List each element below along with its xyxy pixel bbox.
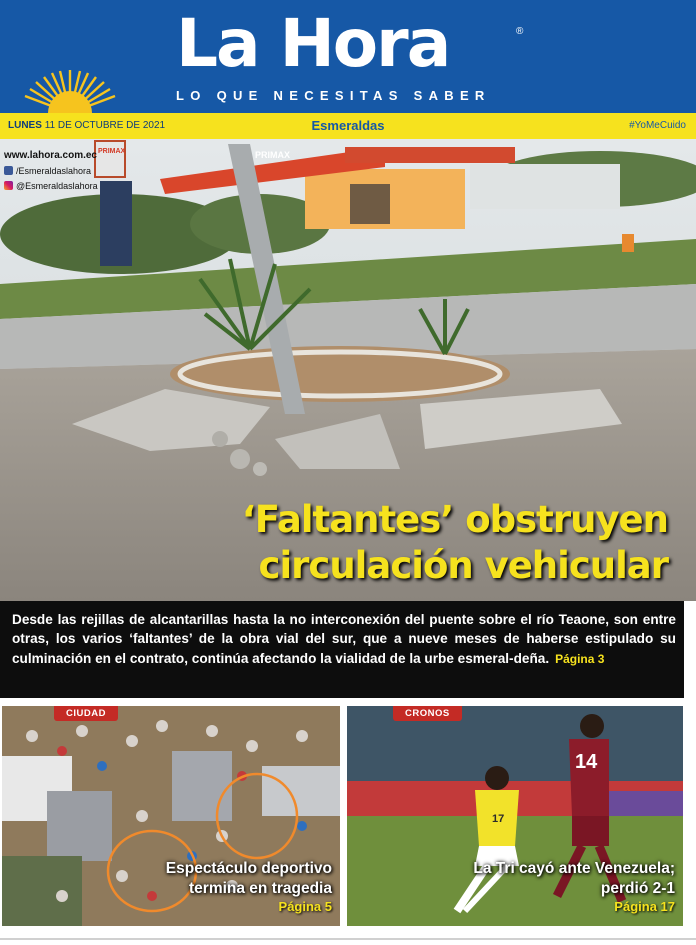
story-cronos-title-line-1: La Tri cayó ante Venezuela; [473,860,675,877]
story-cronos-title [473,859,675,899]
hashtag: #YoMeCuido [629,120,686,131]
facebook-link[interactable] [4,163,98,178]
instagram-handle: @Esmeraldaslahora [16,180,98,191]
lead-paragraph-box [0,601,684,698]
edition-section: Esmeraldas [311,118,385,133]
story-cronos-page-ref[interactable]: Página 17 [614,899,675,914]
tagline: LO QUE NECESITAS SABER [176,88,491,103]
newspaper-logo[interactable]: La Hora [176,5,450,82]
sun-logo-icon [22,68,118,113]
main-headline[interactable] [242,497,668,589]
section-tag-ciudad[interactable]: CIUDAD [54,706,118,721]
story-ciudad-page-ref[interactable]: Página 5 [278,899,332,914]
lead-page-ref[interactable]: Página 3 [555,651,605,666]
story-cronos[interactable] [347,706,683,926]
instagram-icon [4,181,13,190]
facebook-icon [4,166,13,175]
social-links [4,148,98,193]
story-cronos-title-line-2: perdió 2-1 [600,880,675,897]
date-bar [0,113,696,139]
headline-line-1: ‘Faltantes’ obstruyen [241,498,668,541]
bottom-divider [0,938,696,940]
lead-paragraph [12,610,676,669]
section-tag-cronos[interactable]: CRONOS [393,706,462,721]
issue-weekday: LUNES [8,120,42,131]
primax-canopy-sign: PRIMAX [255,150,291,160]
story-ciudad-title-line-2: termina en tragedia [189,880,332,897]
registered-mark: ® [516,26,524,37]
jersey-number-venezuela: 14 [575,751,598,773]
facebook-handle: /Esmeraldaslahora [16,165,92,176]
jersey-number-ecuador: 17 [492,813,505,825]
issue-date-text: 11 DE OCTUBRE DE 2021 [44,120,166,131]
headline-line-2: circulación vehicular [258,544,668,587]
story-ciudad-title-line-1: Espectáculo deportivo [165,860,332,877]
instagram-link[interactable] [4,178,98,193]
story-ciudad[interactable] [2,706,340,926]
website-link[interactable]: www.lahora.com.ec [4,150,97,161]
story-ciudad-title [166,859,332,899]
lead-text: Desde las rejillas de alcantarillas hasta la no interconexión del puente sobre el río Teaone, son entre otras, los varios ‘faltantes’ de la obra vial del sur, que a nueve meses de haberse estipulado su culminación en el contrato, continúa afectando la vialidad de la urbe esmeral-deña. [12,612,676,666]
primax-pole-sign: PRIMAX [98,148,126,155]
masthead [0,0,696,113]
